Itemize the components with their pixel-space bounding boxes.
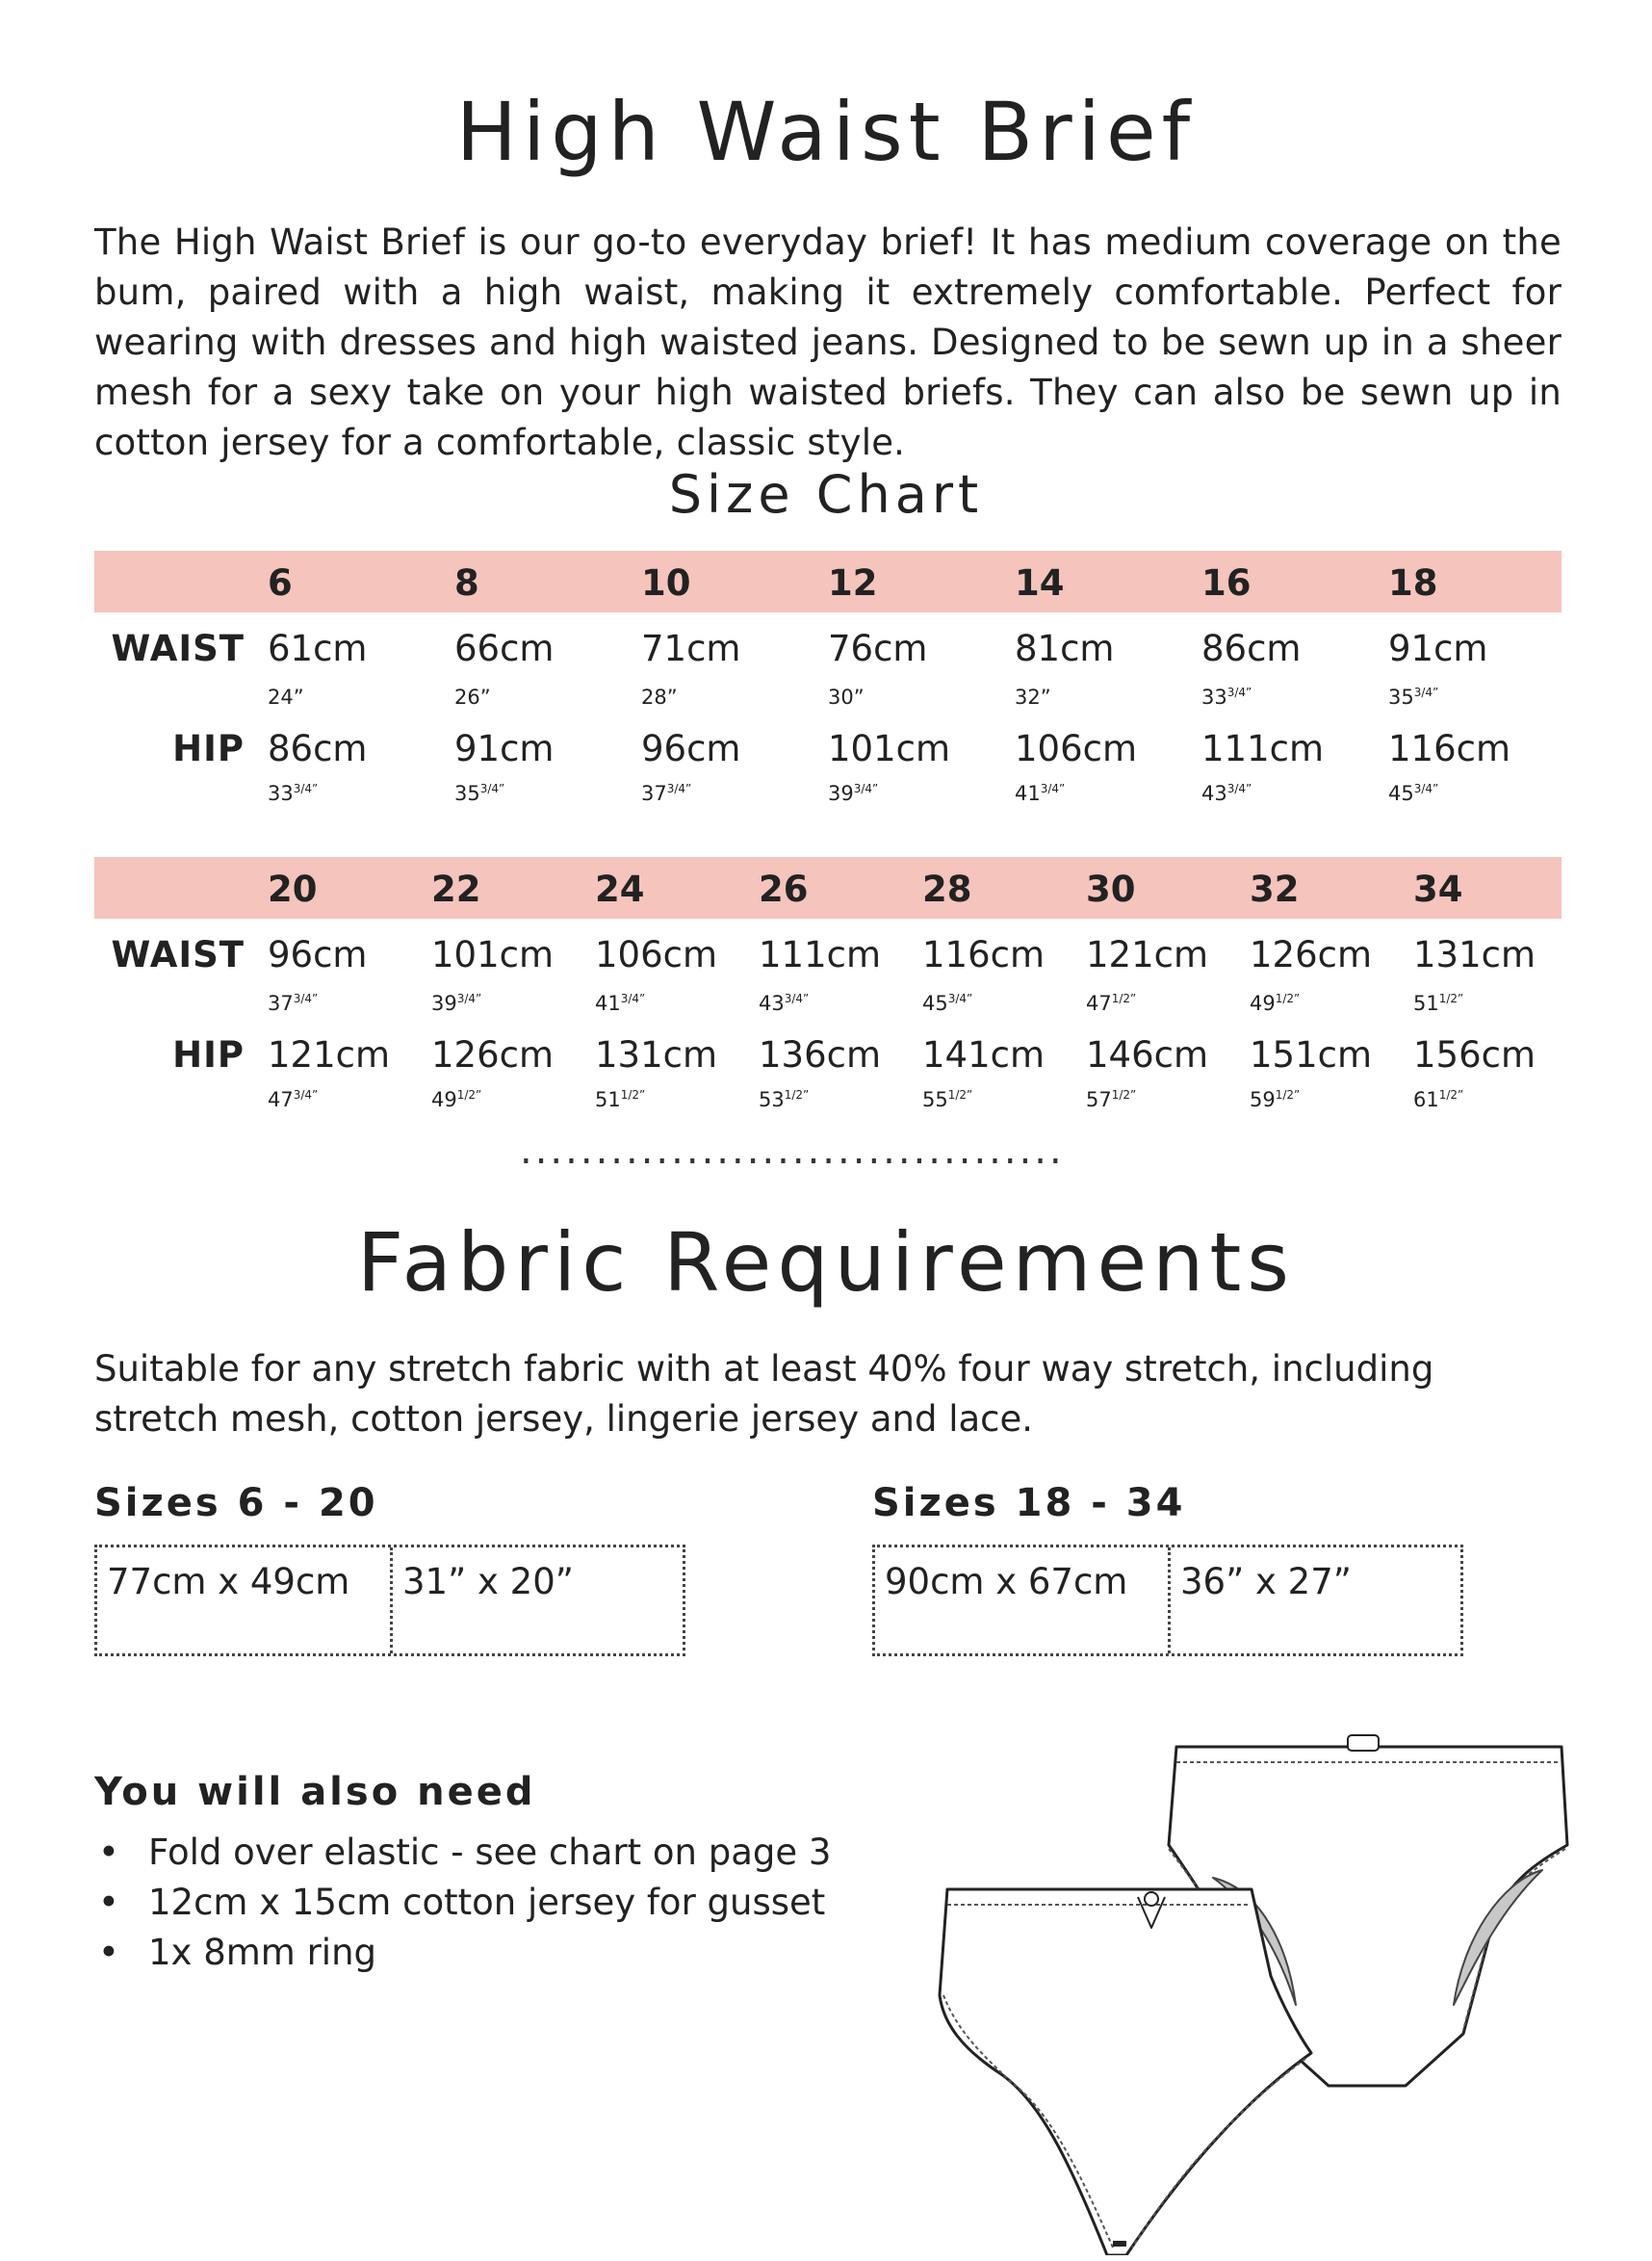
waist-inch-value xyxy=(595,992,645,1015)
inch-fraction: 3/4” xyxy=(1413,686,1439,699)
inch-fraction: 1/2” xyxy=(1111,1088,1137,1102)
bullet-icon: • xyxy=(98,1882,119,1923)
inch-fraction: 3/4” xyxy=(1226,782,1252,795)
also-need-list xyxy=(94,1828,831,1978)
inch-fraction: 1/2” xyxy=(456,1088,482,1102)
brief-illustration xyxy=(924,1716,1598,2255)
hip-cm-value: 126cm xyxy=(431,1034,555,1076)
hip-inch-value xyxy=(595,1088,645,1111)
inch-whole: 28” xyxy=(641,686,678,709)
size-label: 10 xyxy=(641,562,691,604)
size-label: 30 xyxy=(1086,869,1136,910)
waist-cm-value: 71cm xyxy=(641,628,741,669)
inch-fraction: 1/2” xyxy=(1438,992,1464,1005)
inch-fraction: 1/2” xyxy=(1438,1088,1464,1102)
fabric-box-small-sizes xyxy=(94,1545,685,1656)
also-need-heading: You will also need xyxy=(94,1770,536,1814)
waist-cm-value: 111cm xyxy=(759,934,882,975)
inch-whole: 43 xyxy=(759,992,785,1015)
dotted-separator: .................................... xyxy=(520,1129,1065,1173)
inch-whole: 49 xyxy=(431,1088,457,1111)
waist-inch-value xyxy=(1201,686,1252,709)
inch-whole: 57 xyxy=(1086,1088,1112,1111)
inch-fraction: 3/4” xyxy=(293,782,319,795)
fabric-metric-cell: 90cm x 67cm xyxy=(885,1561,1128,1602)
inch-whole: 26” xyxy=(454,686,491,709)
inch-whole: 37 xyxy=(268,992,294,1015)
size-label: 20 xyxy=(268,869,318,910)
fabric-imperial-cell: 36” x 27” xyxy=(1168,1547,1460,1653)
list-item xyxy=(94,1928,831,1978)
size-label: 22 xyxy=(431,869,481,910)
fabric-metric-cell: 77cm x 49cm xyxy=(107,1561,350,1602)
waist-cm-value: 121cm xyxy=(1086,934,1209,975)
list-item-text: 12cm x 15cm cotton jersey for gusset xyxy=(148,1882,826,1923)
hip-cm-value: 131cm xyxy=(595,1034,718,1076)
hip-inch-value xyxy=(1388,782,1438,805)
size-label: 16 xyxy=(1201,562,1252,604)
fabric-group-label: Sizes 18 - 34 xyxy=(872,1481,1186,1525)
waist-inch-value xyxy=(1250,992,1300,1015)
inch-whole: 41 xyxy=(595,992,621,1015)
inch-fraction: 3/4” xyxy=(947,992,973,1005)
inch-whole: 59 xyxy=(1250,1088,1276,1111)
inch-whole: 32” xyxy=(1015,686,1051,709)
inch-whole: 49 xyxy=(1250,992,1276,1015)
hip-inch-value xyxy=(641,782,691,805)
list-item-text: Fold over elastic - see chart on page 3 xyxy=(148,1832,832,1873)
intro-paragraph: The High Waist Brief is our go-to everyday brief! It has medium coverage on the bum, paired with a high waist, making it extremely comfortable. Perfect for wearing with dresses and high waisted jeans. Designed to be sewn up in a sheer mesh for a sexy take on your high waisted briefs. They can also be sewn up in cotton jersey for a comfortable, classic style. xyxy=(94,221,1562,463)
waist-cm-value: 86cm xyxy=(1201,628,1302,669)
row-label-hip: HIP xyxy=(172,728,245,769)
inch-whole: 30” xyxy=(828,686,865,709)
inch-whole: 45 xyxy=(922,992,948,1015)
size-label: 32 xyxy=(1250,869,1300,910)
bullet-icon: • xyxy=(98,1932,119,1973)
size-label: 14 xyxy=(1015,562,1065,604)
inch-fraction: 3/4” xyxy=(620,992,646,1005)
inch-fraction: 3/4” xyxy=(1226,686,1252,699)
row-label-waist: WAIST xyxy=(111,628,245,669)
waist-inch-value xyxy=(828,686,865,709)
hip-inch-value xyxy=(922,1088,972,1111)
waist-inch-value xyxy=(641,686,678,709)
inch-fraction: 3/4” xyxy=(784,992,810,1005)
inch-fraction: 1/2” xyxy=(1275,992,1301,1005)
hip-cm-value: 156cm xyxy=(1413,1034,1536,1076)
size-table-2 xyxy=(94,857,1562,1117)
bullet-icon: • xyxy=(98,1832,119,1873)
hip-inch-value xyxy=(1250,1088,1300,1111)
waist-cm-value: 91cm xyxy=(1388,628,1488,669)
hip-inch-value xyxy=(1201,782,1252,805)
waist-inch-value xyxy=(1388,686,1438,709)
inch-whole: 41 xyxy=(1015,782,1041,805)
inch-fraction: 3/4” xyxy=(666,782,692,795)
fabric-description: Suitable for any stretch fabric with at least 40% four way stretch, including stretch mesh, cotton jersey, lingerie jersey and lace. xyxy=(94,1348,1434,1440)
inch-whole: 55 xyxy=(922,1088,948,1111)
fabric-imperial-cell: 31” x 20” xyxy=(390,1547,683,1653)
brief-front-view xyxy=(940,1889,1311,2255)
inch-fraction: 1/2” xyxy=(620,1088,646,1102)
inch-fraction: 3/4” xyxy=(456,992,482,1005)
hip-inch-value xyxy=(268,1088,318,1111)
hip-cm-value: 101cm xyxy=(828,728,951,769)
hip-cm-value: 96cm xyxy=(641,728,741,769)
hip-inch-value xyxy=(759,1088,809,1111)
size-label: 24 xyxy=(595,869,645,910)
hip-cm-value: 146cm xyxy=(1086,1034,1209,1076)
waist-cm-value: 66cm xyxy=(454,628,555,669)
inch-whole: 35 xyxy=(454,782,480,805)
inch-whole: 39 xyxy=(431,992,457,1015)
inch-whole: 51 xyxy=(595,1088,621,1111)
fabric-group-label: Sizes 6 - 20 xyxy=(94,1481,378,1525)
inch-whole: 43 xyxy=(1201,782,1227,805)
inch-fraction: 3/4” xyxy=(1040,782,1066,795)
hip-inch-value xyxy=(1086,1088,1136,1111)
waist-cm-value: 61cm xyxy=(268,628,368,669)
waist-inch-value xyxy=(1086,992,1136,1015)
inch-fraction: 3/4” xyxy=(1413,782,1439,795)
list-item xyxy=(94,1878,831,1928)
inch-fraction: 3/4” xyxy=(293,1088,319,1102)
inch-fraction: 1/2” xyxy=(1275,1088,1301,1102)
inch-whole: 45 xyxy=(1388,782,1414,805)
row-label-waist: WAIST xyxy=(111,934,245,975)
inch-whole: 51 xyxy=(1413,992,1439,1015)
list-item-text: 1x 8mm ring xyxy=(148,1932,377,1973)
waist-inch-value xyxy=(268,992,318,1015)
size-label: 28 xyxy=(922,869,972,910)
inch-fraction: 3/4” xyxy=(479,782,505,795)
hip-cm-value: 116cm xyxy=(1388,728,1511,769)
size-label: 34 xyxy=(1413,869,1463,910)
hip-inch-value xyxy=(268,782,318,805)
inch-whole: 33 xyxy=(1201,686,1227,709)
hip-inch-value xyxy=(1015,782,1065,805)
hip-cm-value: 141cm xyxy=(922,1034,1045,1076)
inch-whole: 61 xyxy=(1413,1088,1439,1111)
hip-inch-value xyxy=(1413,1088,1463,1111)
size-label: 18 xyxy=(1388,562,1438,604)
inch-whole: 33 xyxy=(268,782,294,805)
inch-fraction: 3/4” xyxy=(853,782,879,795)
waist-inch-value xyxy=(1413,992,1463,1015)
inch-fraction: 1/2” xyxy=(784,1088,810,1102)
waist-cm-value: 106cm xyxy=(595,934,718,975)
fabric-box-large-sizes xyxy=(872,1545,1463,1656)
inch-whole: 37 xyxy=(641,782,667,805)
waist-cm-value: 131cm xyxy=(1413,934,1536,975)
waist-cm-value: 126cm xyxy=(1250,934,1373,975)
waist-cm-value: 116cm xyxy=(922,934,1045,975)
waist-cm-value: 101cm xyxy=(431,934,555,975)
waist-cm-value: 76cm xyxy=(828,628,928,669)
page-title: High Waist Brief xyxy=(455,85,1197,179)
size-label: 12 xyxy=(828,562,878,604)
waist-cm-value: 96cm xyxy=(268,934,368,975)
hip-inch-value xyxy=(431,1088,481,1111)
row-label-hip: HIP xyxy=(172,1034,245,1076)
size-label: 6 xyxy=(268,562,293,604)
list-item xyxy=(94,1828,831,1878)
size-table-1 xyxy=(94,551,1562,811)
hip-cm-value: 136cm xyxy=(759,1034,882,1076)
hip-cm-value: 121cm xyxy=(268,1034,391,1076)
hip-cm-value: 111cm xyxy=(1201,728,1325,769)
hip-cm-value: 151cm xyxy=(1250,1034,1373,1076)
inch-whole: 47 xyxy=(1086,992,1112,1015)
waist-inch-value xyxy=(759,992,809,1015)
inch-fraction: 3/4” xyxy=(293,992,319,1005)
inch-whole: 39 xyxy=(828,782,854,805)
inch-fraction: 1/2” xyxy=(947,1088,973,1102)
hip-cm-value: 86cm xyxy=(268,728,368,769)
waist-cm-value: 81cm xyxy=(1015,628,1115,669)
waist-inch-value xyxy=(431,992,481,1015)
waist-inch-value xyxy=(268,686,304,709)
fabric-requirements-heading: Fabric Requirements xyxy=(356,1215,1296,1310)
size-label: 8 xyxy=(454,562,479,604)
inch-whole: 24” xyxy=(268,686,304,709)
size-chart-heading: Size Chart xyxy=(668,464,984,525)
hip-inch-value xyxy=(828,782,878,805)
waist-inch-value xyxy=(1015,686,1051,709)
hip-cm-value: 106cm xyxy=(1015,728,1138,769)
inch-whole: 35 xyxy=(1388,686,1414,709)
waist-inch-value xyxy=(922,992,972,1015)
inch-whole: 47 xyxy=(268,1088,294,1111)
inch-fraction: 1/2” xyxy=(1111,992,1137,1005)
inch-whole: 53 xyxy=(759,1088,785,1111)
hip-cm-value: 91cm xyxy=(454,728,555,769)
hip-inch-value xyxy=(454,782,504,805)
waist-inch-value xyxy=(454,686,491,709)
size-label: 26 xyxy=(759,869,809,910)
